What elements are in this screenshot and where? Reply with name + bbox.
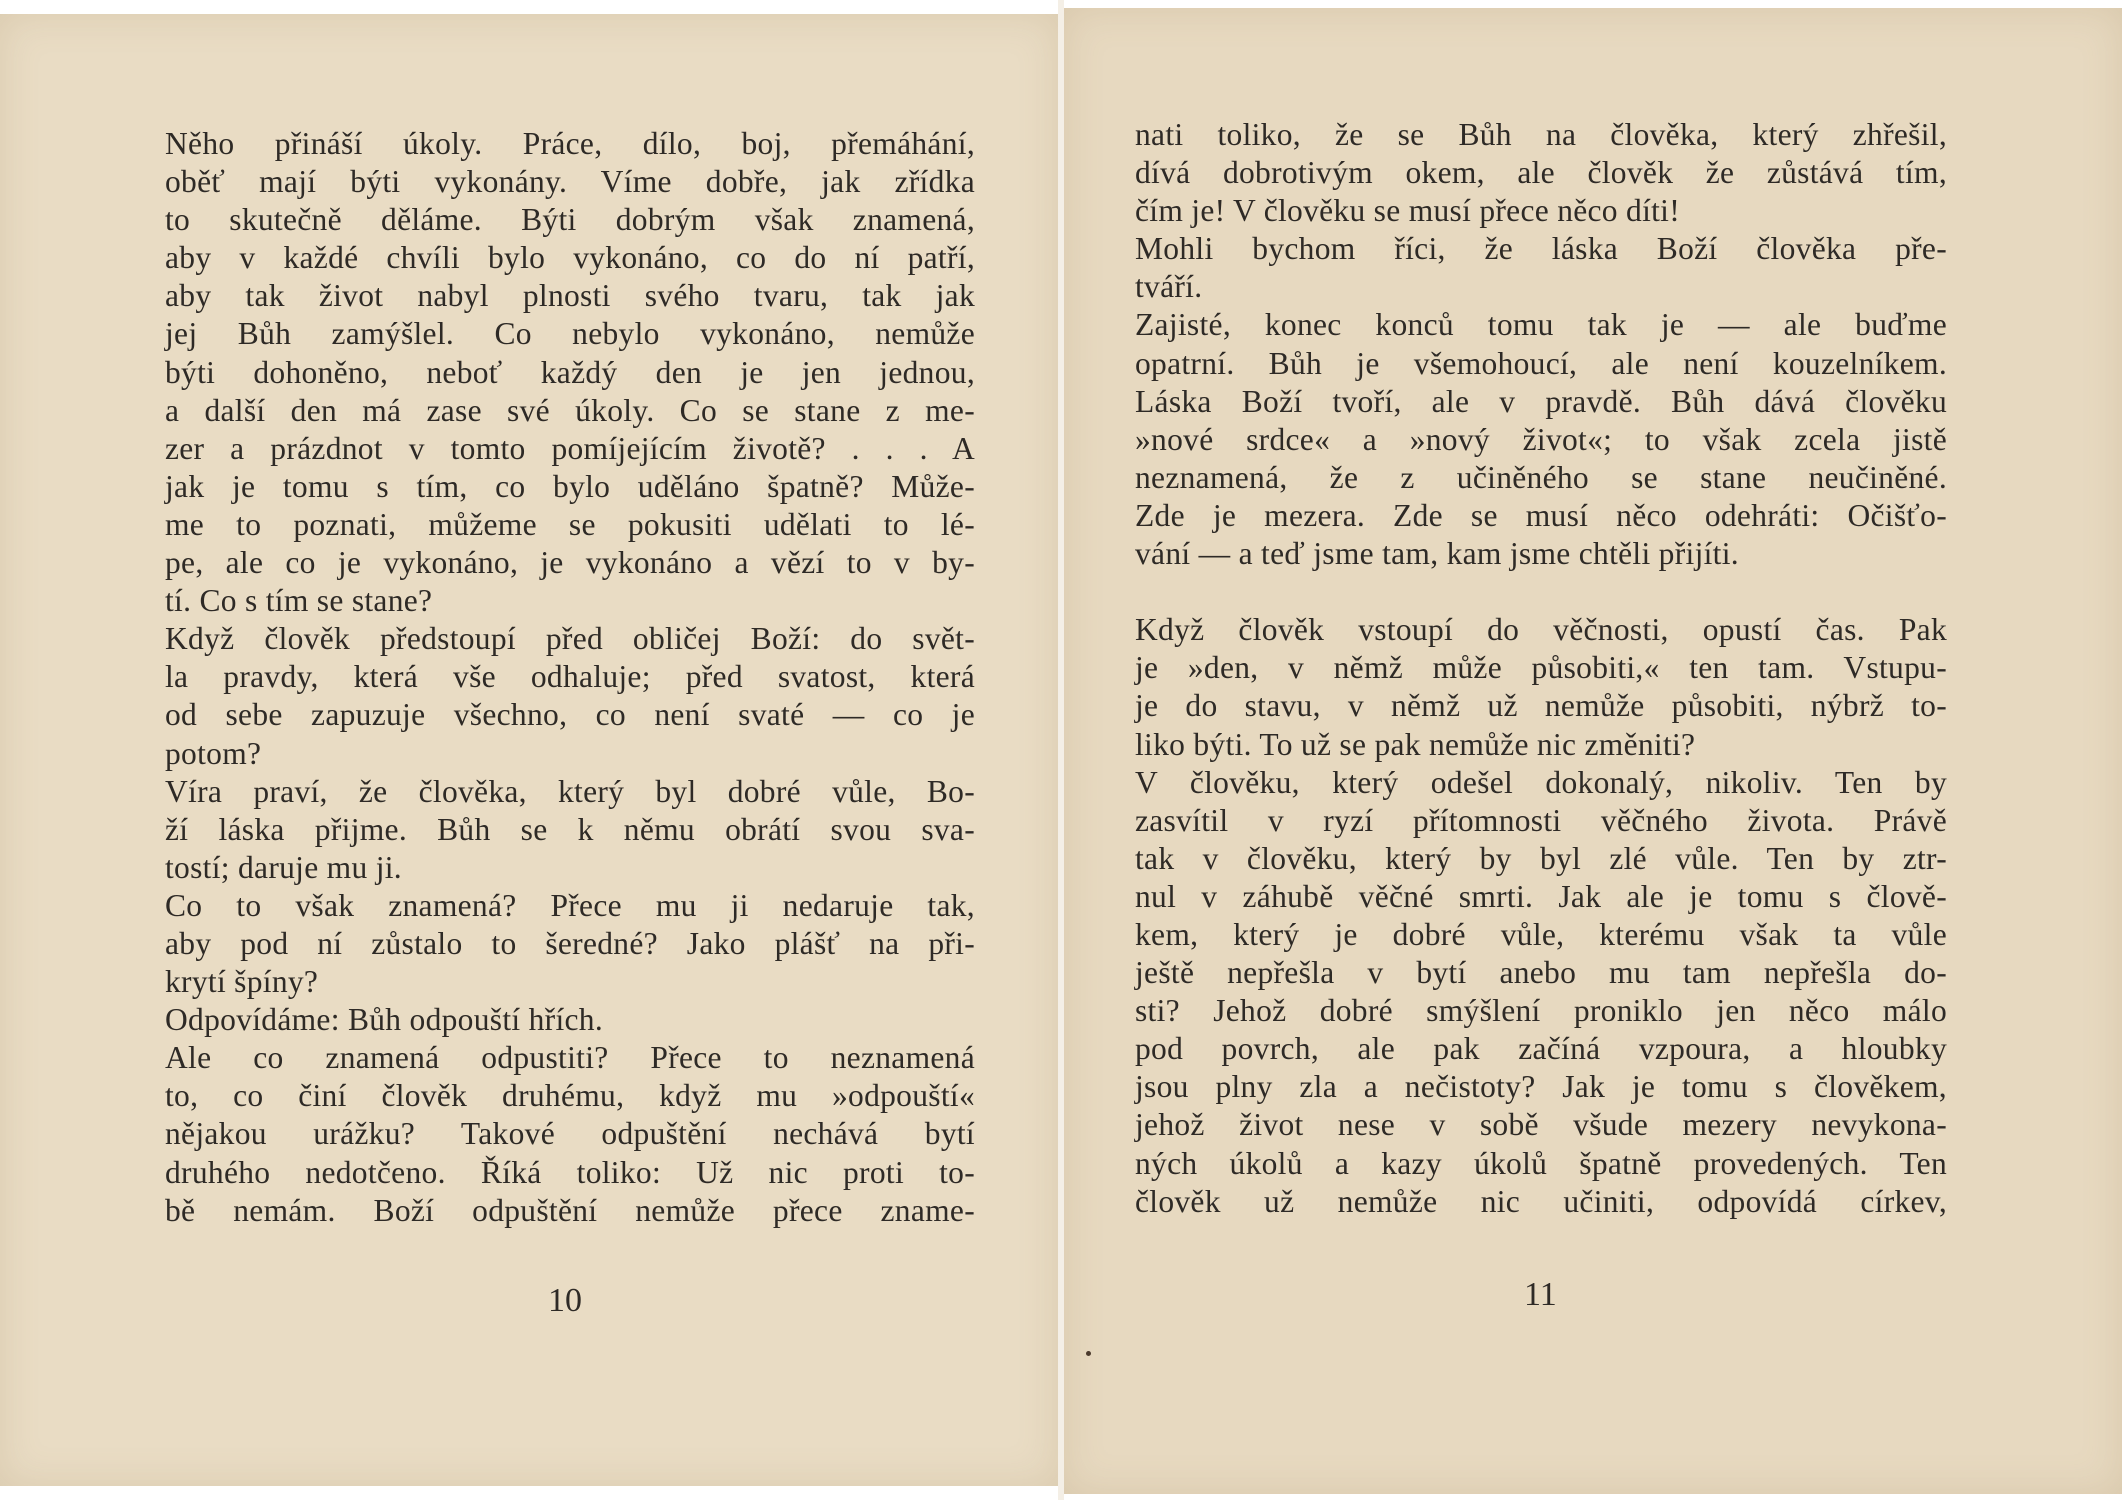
paper-speck	[1086, 1351, 1091, 1356]
text-line: me to poznati, můžeme se pokusiti udělati to lé-	[165, 506, 975, 542]
text-line: Víra praví, že člověka, který byl dobré vůle, Bo-	[165, 773, 975, 809]
text-line: kem, který je dobré vůle, kterému však ta vůle	[1135, 916, 1947, 952]
text-line: to skutečně děláme. Býti dobrým však znamená,	[165, 202, 975, 238]
text-line: člověk už nemůže nic učiniti, odpovídá církev,	[1135, 1183, 1947, 1219]
text-line: dívá dobrotivým okem, ale člověk že zůstává tím,	[1135, 155, 1947, 191]
text-line: V člověku, který odešel dokonalý, nikoliv. Ten by	[1135, 764, 1947, 800]
text-line: Mohli bychom říci, že láska Boží člověka pře-	[1135, 231, 1947, 267]
text-line: aby pod ní zůstalo to šeredné? Jako plášť na při-	[165, 925, 975, 961]
text-line: ještě nepřešla v bytí anebo mu tam nepřešla do-	[1135, 955, 1947, 991]
text-line: oběť mají býti vykonány. Víme dobře, jak zřídka	[165, 164, 975, 200]
text-line: ží láska přijme. Bůh se k němu obrátí svou sva-	[165, 811, 975, 847]
paragraph-gap	[1135, 573, 1947, 611]
text-line: tostí; daruje mu ji.	[165, 849, 402, 885]
text-line: od sebe zapuzuje všechno, co není svaté — co je	[165, 697, 975, 733]
text-line: jsou plny zla a nečistoty? Jak je tomu s člověkem,	[1135, 1069, 1947, 1105]
text-line: jehož život nese v sobě všude mezery nevykona-	[1135, 1107, 1947, 1143]
right-page-body-text	[1135, 116, 1947, 1221]
text-line: sti? Jehož dobré smýšlení proniklo jen něco málo	[1135, 993, 1947, 1029]
text-line: tak v člověku, který by byl zlé vůle. Ten by ztr-	[1135, 840, 1947, 876]
right-page	[1064, 8, 2122, 1494]
text-line: aby tak život nabyl plnosti svého tvaru, tak jak	[165, 278, 975, 314]
text-line: Ale co znamená odpustiti? Přece to neznamená	[165, 1040, 975, 1076]
text-line: tváří.	[1135, 269, 1203, 305]
text-line: zer a prázdnot v tomto pomíjejícím životě? . . . A	[165, 430, 975, 466]
text-line: vání — a teď jsme tam, kam jsme chtěli přijíti.	[1135, 536, 1739, 572]
text-line: čím je! V člověku se musí přece něco díti!	[1135, 193, 1681, 229]
text-line: opatrní. Bůh je všemohoucí, ale není kouzelníkem.	[1135, 345, 1947, 381]
right-page-number: 11	[1524, 1276, 1557, 1313]
text-line: Láska Boží tvoří, ale v pravdě. Bůh dává člověku	[1135, 383, 1947, 419]
text-line: la pravdy, která vše odhaluje; před svatost, která	[165, 659, 975, 695]
text-line: nějakou urážku? Takové odpuštění nechává bytí	[165, 1116, 975, 1152]
text-line: krytí špíny?	[165, 964, 319, 1000]
text-line: Když člověk vstoupí do věčnosti, opustí čas. Pak	[1135, 612, 1947, 648]
text-line: je »den, v němž může působiti,« ten tam. Vstupu-	[1135, 650, 1947, 686]
text-line: druhého nedotčeno. Říká toliko: Už nic proti to-	[165, 1154, 975, 1190]
text-line: býti dohoněno, neboť každý den je jen jednou,	[165, 354, 975, 390]
text-line: ných úkolů a kazy úkolů špatně provedených. Ten	[1135, 1145, 1947, 1181]
left-page-number: 10	[548, 1282, 582, 1319]
text-line: liko býti. To už se pak nemůže nic změniti?	[1135, 726, 1696, 762]
text-line: to, co činí člověk druhému, když mu »odpouští«	[165, 1078, 975, 1114]
text-line: potom?	[165, 735, 262, 771]
text-line: Zde je mezera. Zde se musí něco odehráti: Očišťo-	[1135, 497, 1947, 533]
text-line: nati toliko, že se Bůh na člověka, který zhřešil,	[1135, 117, 1947, 152]
text-line: Něho přináší úkoly. Práce, dílo, boj, přemáhání,	[165, 126, 975, 161]
text-line: pod povrch, ale pak začíná vzpoura, a hloubky	[1135, 1031, 1947, 1067]
text-line: »nové srdce« a »nový život«; to však zcela jistě	[1135, 421, 1947, 457]
text-line: Odpovídáme: Bůh odpouští hřích.	[165, 1002, 604, 1038]
text-line: pe, ale co je vykonáno, je vykonáno a vězí to v by-	[165, 545, 975, 581]
text-line: neznamená, že z učiněného se stane neučiněné.	[1135, 459, 1947, 495]
text-line: tí. Co s tím se stane?	[165, 583, 433, 619]
text-line: jej Bůh zamýšlel. Co nebylo vykonáno, nemůže	[165, 316, 975, 352]
text-line: zasvítil v ryzí přítomnosti věčného života. Právě	[1135, 802, 1947, 838]
left-page	[0, 14, 1058, 1486]
text-line: Když člověk předstoupí před obličej Boží: do svět-	[165, 621, 975, 657]
text-line: aby v každé chvíli bylo vykonáno, co do ní patří,	[165, 240, 975, 276]
text-line: nul v záhubě věčné smrti. Jak ale je tomu s člově-	[1135, 878, 1947, 914]
left-page-body-text	[165, 125, 975, 1230]
text-line: Zajisté, konec konců tomu tak je — ale buďme	[1135, 307, 1947, 343]
text-line: Co to však znamená? Přece mu ji nedaruje tak,	[165, 887, 975, 923]
text-line: a další den má zase své úkoly. Co se stane z me-	[165, 392, 975, 428]
text-line: jak je tomu s tím, co bylo uděláno špatně? Může-	[165, 468, 975, 504]
text-line: bě nemám. Boží odpuštění nemůže přece zname-	[165, 1192, 975, 1228]
text-line: je do stavu, v němž už nemůže působiti, nýbrž to-	[1135, 688, 1947, 724]
